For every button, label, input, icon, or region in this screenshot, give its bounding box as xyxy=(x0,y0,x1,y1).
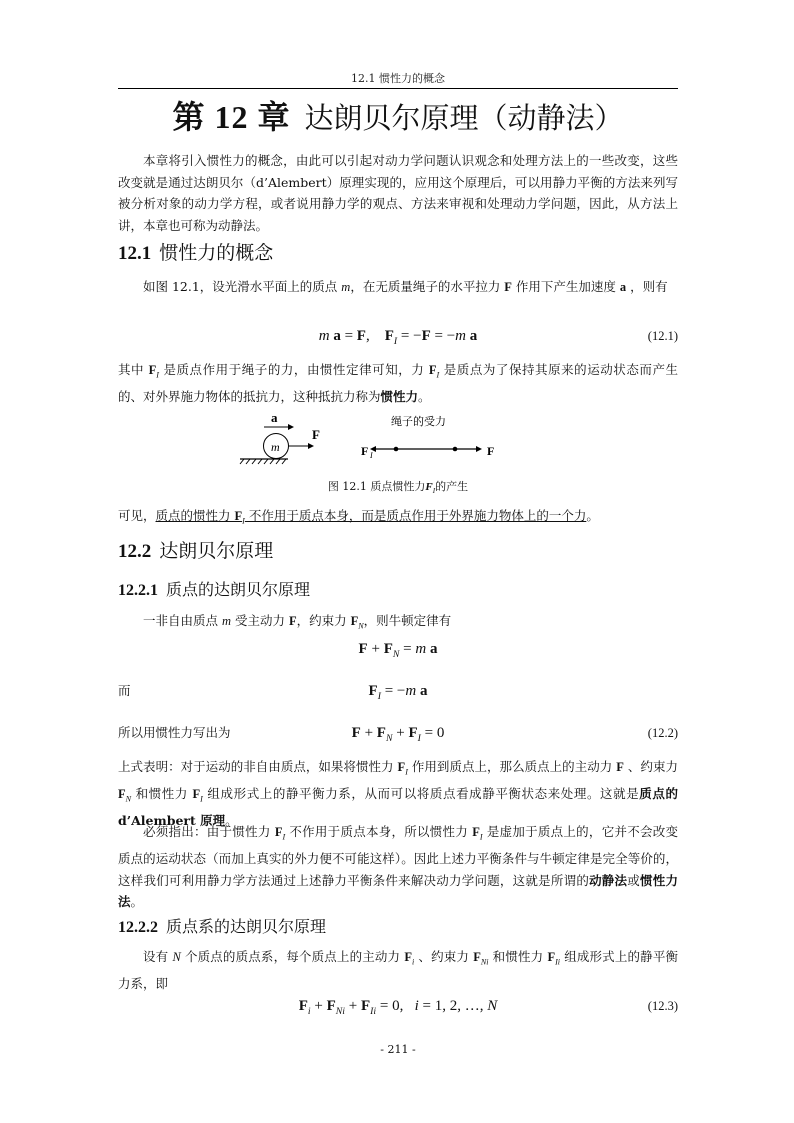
section-title: 惯性力的概念 xyxy=(159,242,274,264)
section-number: 12.1 xyxy=(118,243,152,264)
chapter-number: 第 12 章 xyxy=(172,99,291,135)
subsection-title: 质点系的达朗贝尔原理 xyxy=(166,917,327,936)
figure-caption: 图 12.1 质点惯性力$F_I$的产生 xyxy=(327,480,469,496)
subsection-12-2-1-heading xyxy=(118,577,310,600)
equation-newton: $F + F_N = m$ a xyxy=(358,641,438,660)
section-12-2-heading xyxy=(118,536,273,563)
section-number: 12.2 xyxy=(118,541,152,562)
accel-label: a xyxy=(271,410,278,425)
header-rule xyxy=(118,88,678,89)
inertia-force-label: F xyxy=(361,444,369,458)
running-header: 12.1 惯性力的概念 xyxy=(351,72,445,85)
equation-12-1: m a = F, $F_I = -F = -m$ a (12.1) xyxy=(118,325,678,347)
equation-12-2: 所以用惯性力写出为 $F + F_N + F_I = 0$ (12.2) xyxy=(118,722,678,744)
s121-paragraph-2: 其中 $F_I$ 是质点作用于绳子的力，由惯性定律可知，力 $F_I$ 是质点为了保持其原来的运动状态而产生的、对外界施力物体的抵抗力，这种抵抗力称为惯性力。 xyxy=(118,362,678,404)
equation-lead-text: 所以用惯性力写出为 xyxy=(118,725,231,740)
rope-force-label: F xyxy=(487,444,495,458)
equation-number: (12.2) xyxy=(647,726,678,740)
figure-drawing xyxy=(236,408,536,478)
force-label: F xyxy=(312,427,320,442)
rope-left-point xyxy=(394,447,399,452)
pull-arrow-head xyxy=(308,443,314,449)
subsection-12-2-2-heading xyxy=(118,914,326,937)
s1221-paragraph-3: 必须指出：由于惯性力 $F_I$ 不作用于质点本身，所以惯性力 $F_I$ 是虚加于质点上的，它并不会改变质点的运动状态（而加上真实的外力便不可能这样）。因此上述力平衡条件与牛顿定律是完全等价的，这样我们可利用静力学方法通过上述静力平衡条件来解决动力学问题，这就是所谓的动静法或惯性力法。 xyxy=(118,824,678,909)
subsection-number: 12.2.2 xyxy=(118,919,158,936)
equation-number: (12.3) xyxy=(647,999,678,1013)
mass-label: m xyxy=(271,440,280,454)
s1222-paragraph-1: 设有 N 个质点的质点系，每个质点上的主动力 $F_i$ 、约束力 $F_{Ni}$ 和惯性力 $F_{Ii}$ 组成形式上的静平衡力系，即 xyxy=(118,949,679,991)
section-title: 达朗贝尔原理 xyxy=(159,540,274,562)
section-12-1-heading xyxy=(118,238,273,265)
subsection-title: 质点的达朗贝尔原理 xyxy=(166,580,311,599)
subsection-number: 12.2.1 xyxy=(118,582,158,599)
equation-12-3: $F_i + F_{Ni} + F_{Ii} = 0$, i = 1, 2, …, N (12.3) xyxy=(118,995,678,1017)
equation-lead-text: 而 xyxy=(118,683,131,698)
equation-number: (12.1) xyxy=(647,329,678,343)
s121-paragraph-3: 可见，质点的惯性力 $F_I$ 不作用于质点本身，而是质点作用于外界施力物体上的一个力。 xyxy=(118,508,599,526)
rope-right-point xyxy=(453,447,458,452)
svg-text:I: I xyxy=(370,451,373,460)
equation-inertia-force: 而 $F_I = -m$ a xyxy=(118,680,678,702)
chapter-title xyxy=(118,96,678,139)
intro-paragraph: 本章将引入惯性力的概念，由此可以引起对动力学问题认识观念和处理方法上的一些改变，这些改变就是通过达朗贝尔（d’Alembert）原理实现的，应用这个原理后，可以用静力平衡的方法来列写被分析对象的动力学方程，或者说用静力学的观点、方法来审视和处理动力学问题，因此，从方法上讲，本章也可称为动静法。 xyxy=(118,153,678,233)
rope-right-arrow-head xyxy=(476,446,482,452)
chapter-title-text: 达朗贝尔原理（动静法） xyxy=(304,101,624,135)
ground-hatching xyxy=(240,459,286,464)
s1221-paragraph-2: 上式表明：对于运动的非自由质点，如果将惯性力 $F_I$ 作用到质点上，那么质点上的主动力 F 、约束力 $F_N$ 和惯性力 $F_I$ 组成形式上的静平衡力系，从而可以将质点看成静平衡状态来处理。这就是质点的 d’Alembert 原理。 xyxy=(118,759,678,828)
page-number: - 211 - xyxy=(380,1043,416,1056)
s1221-paragraph-1: 一非自由质点 m 受主动力 F，约束力 $F_N$，则牛顿定律有 xyxy=(143,613,452,631)
s121-paragraph-1: 如图 12.1，设光滑水平面上的质点 m，在无质量绳子的水平拉力 F 作用下产生加速度 a ，则有 xyxy=(143,279,668,294)
rope-title: 绳子的受力 xyxy=(391,415,446,428)
accel-arrow-head xyxy=(288,424,294,430)
